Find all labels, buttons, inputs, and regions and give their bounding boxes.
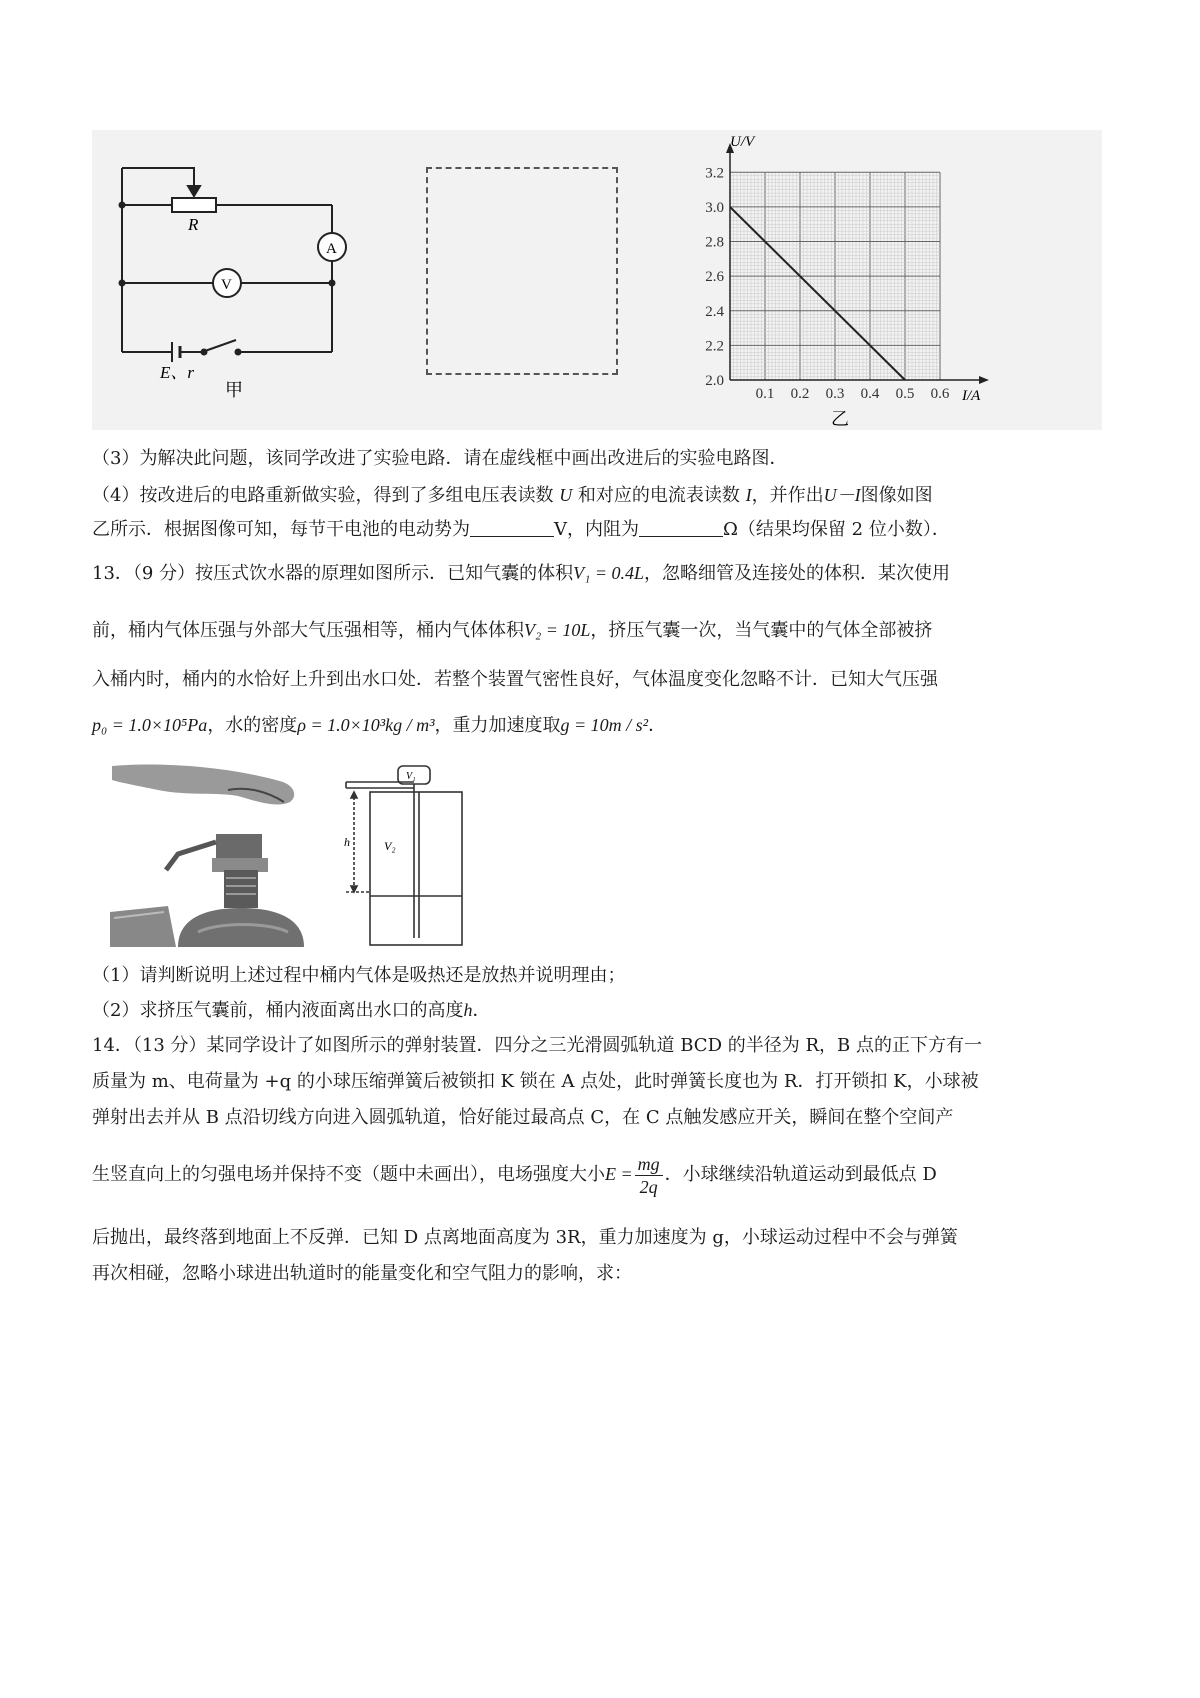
q12-part4-line1: （4）按改进后的电路重新做实验，得到了多组电压表读数 U 和对应的电流表读数 I，并作出U－I图像如图 [92,485,933,506]
q12-part4-line2: 乙所示．根据图像可知，每节干电池的电动势为 V，内阻为 Ω（结果均保留 2 位小数）． [92,519,950,540]
x-tick-label: 0.6 [930,386,950,402]
dispenser-schematic [340,762,470,952]
q14-line3: 弹射出去并从 B 点沿切线方向进入圆弧轨道，恰好能过最高点 C，在 C 点触发感应开关，瞬间在整个空间产 [92,1107,954,1128]
y-tick-label: 2.0 [705,373,724,389]
q12-part3: （3）为解决此问题，该同学改进了实验电路．请在虚线框中画出改进后的实验电路图． [92,448,788,469]
circuit-diagram-jia [110,150,360,410]
q13-sub1: （1）请判断说明上述过程中桶内气体是吸热还是放热并说明理由； [92,965,626,986]
water-dispenser-photo [108,762,313,947]
emf-answer-blank[interactable] [470,518,554,537]
x-axis-label: I/A [962,388,981,404]
x-tick-label: 0.2 [790,386,810,402]
q13-line2: 前，桶内气体压强与外部大气压强相等，桶内气体体积V₂ = 10L，挤压气囊一次，当气囊中的气体全部被挤 [92,620,933,641]
label-v2: V₂ [384,839,396,853]
q14-line2: 质量为 m、电荷量为 +q 的小球压缩弹簧后被锁扣 K 锁在 A 点处，此时弹簧长度也为 R．打开锁扣 K，小球被 [92,1071,979,1092]
y-tick-label: 2.4 [705,303,724,320]
x-axis-arrow [979,376,989,384]
q13-sub2: （2）求挤压气囊前，桶内液面离出水口的高度h． [92,1000,491,1021]
field-strength-fraction: $\frac{mg}{2q}$ [635,1153,663,1198]
caption-jia: 甲 [225,380,243,401]
y-tick-label: 2.6 [705,269,724,286]
resistance-answer-blank[interactable] [639,518,723,537]
label-v1: V₁ [406,771,416,782]
label-V: V [221,277,232,293]
x-tick-label: 0.3 [825,386,845,402]
y-tick-label: 2.8 [705,234,724,251]
y-tick-label: 3.0 [705,199,724,216]
y-axis-label: U/V [730,134,755,150]
caption-yi: 乙 [831,409,849,430]
u-i-graph [690,130,1000,435]
label-Er: E、r [160,363,194,382]
x-tick-label: 0.1 [755,386,775,402]
q14-line5: 后抛出，最终落到地面上不反弹．已知 D 点离地面高度为 3R，重力加速度为 g，小球运动过程中不会与弹簧 [92,1227,958,1248]
label-h: h [344,835,350,849]
q13-line3: 入桶内时，桶内的水恰好上升到出水口处．若整个装置气密性良好，气体温度变化忽略不计．已知大气压强 [92,669,938,690]
q13-line1: 13．（9 分）按压式饮水器的原理如图所示．已知气囊的体积V₁ = 0.4L，忽略细管及连接处的体积．某次使用 [92,563,950,584]
label-A: A [326,241,337,257]
y-tick-label: 2.2 [705,338,724,355]
y-tick-label: 3.2 [705,165,724,182]
q14-line1: 14．（13 分）某同学设计了如图所示的弹射装置．四分之三光滑圆弧轨道 BCD 的半径为 R，B 点的正下方有一 [92,1035,982,1056]
q14-line6: 再次相碰，忽略小球进出轨道时的能量变化和空气阻力的影响，求： [92,1263,632,1284]
x-tick-label: 0.4 [860,386,880,402]
dashed-answer-box[interactable] [426,167,618,375]
x-tick-label: 0.5 [895,386,915,402]
label-R: R [188,215,199,234]
q14-line4: 生竖直向上的匀强电场并保持不变（题中未画出），电场强度大小E = $\frac{mg}{2q}$ ．小球继续沿轨道运动到最低点 D [92,1153,937,1197]
q13-line4: p₀ = 1.0×10⁵Pa，水的密度ρ = 1.0×10³kg / m³，重力加速度取g = 10m / s²． [92,715,667,736]
